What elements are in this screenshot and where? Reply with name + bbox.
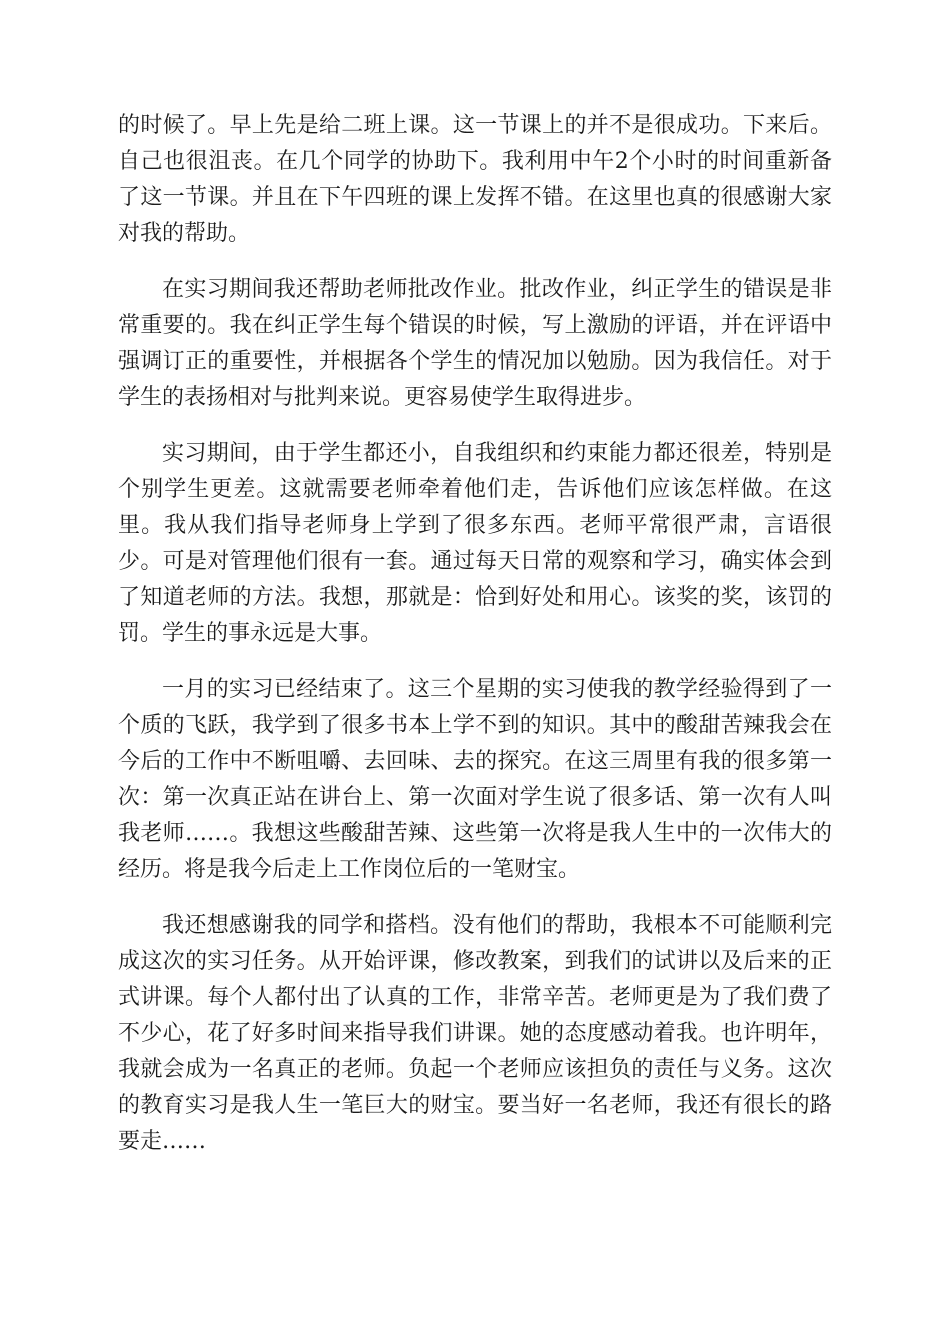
paragraph-4: 一月的实习已经结束了。这三个星期的实习使我的教学经验得到了一个质的飞跃，我学到了很多书本上学不到的知识。其中的酸甜苦辣我会在今后的工作中不断咀嚼、去回味、去的探究。在这三周里有我的很多第一次：第一次真正站在讲台上、第一次面对学生说了很多话、第一次有人叫我老师……。我想这些酸甜苦辣、这些第一次将是我人生中的一次伟大的经历。将是我今后走上工作岗位后的一笔财宝。 [118, 677, 832, 882]
paragraph-1: 的时候了。早上先是给二班上课。这一节课上的并不是很成功。下来后。自己也很沮丧。在几个同学的协助下。我利用中午2个小时的时间重新备了这一节课。并且在下午四班的课上发挥不错。在这里也真的很感谢大家对我的帮助。 [118, 113, 832, 246]
paragraph-3: 实习期间，由于学生都还小，自我组织和约束能力都还很差，特别是个别学生更差。这就需要老师牵着他们走，告诉他们应该怎样做。在这里。我从我们指导老师身上学到了很多东西。老师平常很严肃，言语很少。可是对管理他们很有一套。通过每天日常的观察和学习，确实体会到了知道老师的方法。我想，那就是：恰到好处和用心。该奖的奖，该罚的罚。学生的事永远是大事。 [118, 441, 832, 646]
paragraph-5: 我还想感谢我的同学和搭档。没有他们的帮助，我根本不可能顺利完成这次的实习任务。从开始评课，修改教案，到我们的试讲以及后来的正式讲课。每个人都付出了认真的工作，非常辛苦。老师更是为了我们费了不少心，花了好多时间来指导我们讲课。她的态度感动着我。也许明年，我就会成为一名真正的老师。负起一个老师应该担负的责任与义务。这次的教育实习是我人生一笔巨大的财宝。要当好一名老师，我还有很长的路要走…… [118, 913, 832, 1154]
paragraph-2: 在实习期间我还帮助老师批改作业。批改作业，纠正学生的错误是非常重要的。我在纠正学生每个错误的时候，写上激励的评语，并在评语中强调订正的重要性，并根据各个学生的情况加以勉励。因为我信任。对于学生的表扬相对与批判来说。更容易使学生取得进步。 [118, 277, 832, 410]
document-body [118, 108, 832, 1180]
